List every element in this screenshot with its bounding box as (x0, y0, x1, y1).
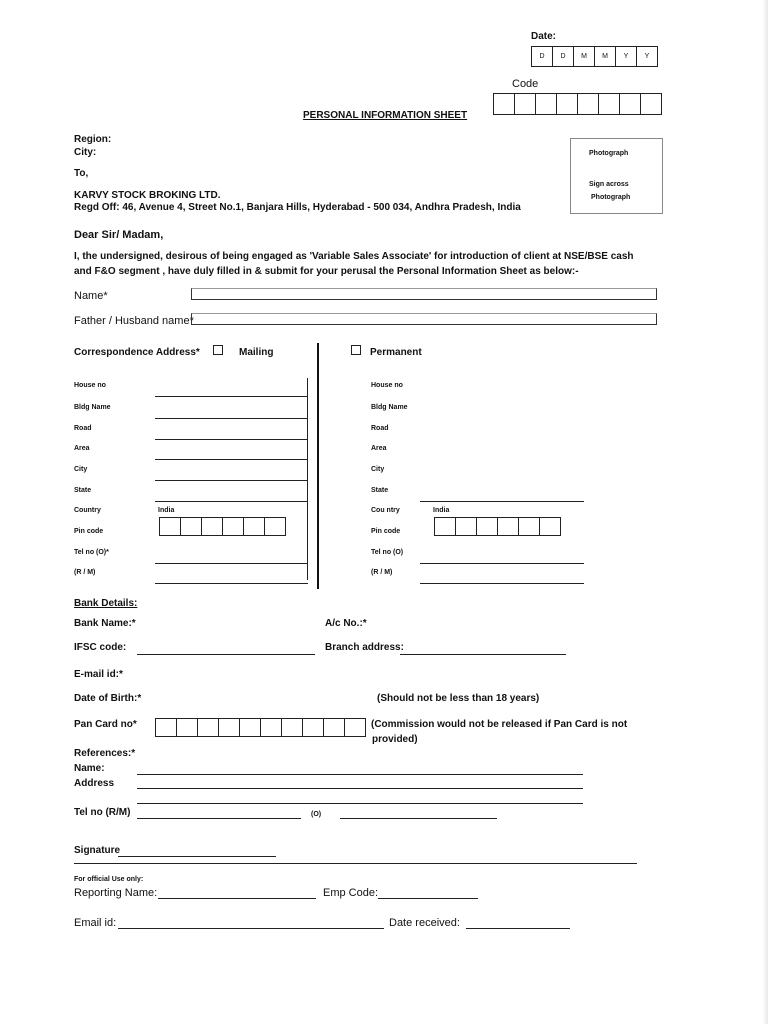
pan-cell[interactable] (218, 718, 240, 737)
ifsc-label: IFSC code: (74, 642, 127, 653)
code-label: Code (512, 78, 539, 90)
code-cell[interactable] (514, 93, 536, 115)
country-value: India (158, 507, 175, 514)
code-cell[interactable] (535, 93, 557, 115)
mailing-row-label: Bldg Name (74, 404, 111, 411)
bank-details-heading: Bank Details: (74, 598, 138, 609)
permanent-row-input[interactable] (420, 501, 584, 502)
email-id-label: Email id: (74, 917, 117, 929)
pan-cell[interactable] (323, 718, 345, 737)
pan-cell[interactable] (155, 718, 177, 737)
pan-cell[interactable] (302, 718, 324, 737)
pan-note-line-2: provided) (372, 734, 418, 745)
sign-across-label: Sign across (589, 181, 629, 188)
date-cell[interactable]: M (573, 46, 595, 67)
page-title: PERSONAL INFORMATION SHEET (303, 110, 468, 121)
branch-address-label: Branch address: (325, 642, 404, 653)
code-cell[interactable] (493, 93, 515, 115)
date-cell[interactable]: Y (636, 46, 658, 67)
reference-tel-rm-input[interactable] (137, 818, 301, 819)
father-husband-label: Father / Husband name* (74, 315, 194, 327)
signature-input[interactable] (118, 856, 276, 857)
mailing-row-label: Area (74, 445, 90, 452)
mailing-row-label: (R / M) (74, 569, 96, 576)
pan-cell[interactable] (281, 718, 303, 737)
salutation: Dear Sir/ Madam, (74, 229, 164, 241)
mailing-row-label: House no (74, 382, 106, 389)
permanent-pin-field[interactable] (435, 517, 561, 536)
permanent-row-label: (R / M) (371, 569, 393, 576)
reference-name-input[interactable] (137, 774, 583, 775)
photo-label: Photograph (589, 150, 629, 157)
reference-address-input-2[interactable] (137, 803, 583, 804)
to-label: To, (74, 168, 89, 179)
reporting-name-label: Reporting Name: (74, 887, 158, 899)
permanent-pin-cell[interactable] (539, 517, 561, 536)
references-heading: References:* (74, 748, 136, 759)
email-label: E-mail id:* (74, 669, 123, 680)
permanent-row-label: Road (371, 425, 389, 432)
date-cell[interactable]: D (531, 46, 553, 67)
reporting-name-input[interactable] (158, 898, 316, 899)
pan-cell[interactable] (344, 718, 366, 737)
correspondence-address-label: Correspondence Address* (74, 347, 200, 358)
code-cell[interactable] (640, 93, 662, 115)
pan-cell[interactable] (239, 718, 261, 737)
reference-tel-label: Tel no (R/M) (74, 807, 131, 818)
father-husband-input[interactable] (191, 313, 657, 325)
official-use-label: For official Use only: (74, 876, 144, 883)
ifsc-input[interactable] (137, 654, 315, 655)
permanent-row-input[interactable] (420, 583, 584, 584)
date-cell[interactable]: D (552, 46, 574, 67)
permanent-pin-cell[interactable] (497, 517, 519, 536)
email-id-input[interactable] (118, 928, 384, 929)
company-name: KARVY STOCK BROKING LTD. (74, 190, 221, 201)
mailing-row-label: City (74, 466, 88, 473)
emp-code-input[interactable] (378, 898, 478, 899)
pan-cell[interactable] (260, 718, 282, 737)
signature-label: Signature (74, 845, 121, 856)
mailing-row-label: Road (74, 425, 92, 432)
emp-code-label: Emp Code: (323, 887, 379, 899)
pan-note-line-1: (Commission would not be released if Pan Card is not (371, 719, 628, 730)
mailing-row-label: Country (74, 507, 101, 514)
permanent-row-label: Tel no (O) (371, 549, 404, 556)
registered-office: Regd Off: 46, Avenue 4, Street No.1, Banjara Hills, Hyderabad - 500 034, Andhra Pradesh, India (74, 202, 521, 213)
dob-label: Date of Birth:* (74, 693, 142, 704)
account-number-label: A/c No.:* (325, 618, 367, 629)
permanent-pin-cell[interactable] (518, 517, 540, 536)
permanent-row-input[interactable] (420, 563, 584, 564)
pan-input[interactable] (156, 718, 366, 737)
code-cell[interactable] (598, 93, 620, 115)
date-label: Date: (531, 31, 557, 42)
permanent-row-label: Pin code (371, 528, 401, 535)
intro-para-line-1: I, the undersigned, desirous of being engaged as 'Variable Sales Associate' for introduction of client at NSE/BSE cash (74, 251, 634, 262)
reference-tel-o-input[interactable] (340, 818, 497, 819)
signature-divider (74, 863, 637, 864)
permanent-row-label: Bldg Name (371, 404, 408, 411)
permanent-row-label: Cou ntry (371, 507, 400, 514)
permanent-pin-cell[interactable] (476, 517, 498, 536)
permanent-pin-cell[interactable] (434, 517, 456, 536)
permanent-row-label: State (371, 487, 389, 494)
mailing-row-label: Pin code (74, 528, 104, 535)
date-cell[interactable]: M (594, 46, 616, 67)
mailing-row-input[interactable] (155, 583, 308, 584)
pan-cell[interactable] (197, 718, 219, 737)
address-divider (317, 343, 319, 589)
page-edge-shadow (762, 0, 768, 1024)
region-label: Region: (74, 134, 112, 145)
pan-label: Pan Card no* (74, 719, 137, 730)
permanent-label: Permanent (370, 347, 422, 358)
name-label: Name* (74, 290, 108, 302)
permanent-checkbox[interactable] (351, 345, 361, 355)
date-field[interactable] (532, 46, 658, 67)
code-cell[interactable] (577, 93, 599, 115)
mailing-label: Mailing (239, 347, 274, 358)
reference-address-label: Address (74, 778, 115, 789)
mailing-row-label: Tel no (O)* (74, 549, 109, 556)
permanent-row-label: Area (371, 445, 387, 452)
photo-label-2: Photograph (591, 194, 631, 201)
reference-address-input-1[interactable] (137, 788, 583, 789)
photo-box[interactable] (570, 138, 663, 214)
code-cell[interactable] (619, 93, 641, 115)
code-field[interactable] (494, 93, 662, 115)
date-received-input[interactable] (466, 928, 570, 929)
code-cell[interactable] (556, 93, 578, 115)
date-cell[interactable]: Y (615, 46, 637, 67)
permanent-pin-cell[interactable] (455, 517, 477, 536)
mailing-checkbox[interactable] (213, 345, 223, 355)
pan-cell[interactable] (176, 718, 198, 737)
permanent-row-label: House no (371, 382, 403, 389)
bank-name-label: Bank Name:* (74, 618, 136, 629)
city-label: City: (74, 147, 97, 158)
intro-para-line-2: and F&O segment , have duly filled in & submit for your perusal the Personal Information Sheet as below:- (74, 266, 579, 277)
reference-tel-o-label: (O) (311, 811, 322, 818)
name-input[interactable] (191, 288, 657, 300)
dob-note: (Should not be less than 18 years) (377, 693, 540, 704)
mailing-row-label: State (74, 487, 92, 494)
branch-address-input[interactable] (400, 654, 566, 655)
date-received-label: Date received: (389, 917, 460, 929)
country-value-permanent: India (433, 507, 450, 514)
reference-name-label: Name: (74, 763, 105, 774)
permanent-row-label: City (371, 466, 385, 473)
mailing-right-border (155, 378, 308, 580)
